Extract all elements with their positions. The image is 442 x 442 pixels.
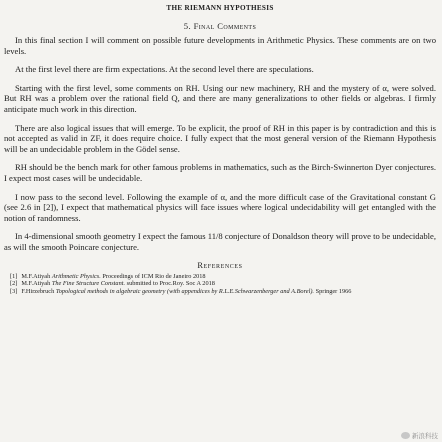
section-title: 5. Final Comments <box>183 21 257 31</box>
reference-list <box>4 273 436 296</box>
reference-number: [1] <box>10 272 18 280</box>
paragraph-2: At the first level there are firm expectations. At the second level there are speculations. <box>15 64 314 75</box>
reference-title: Arithmetic Physics. <box>51 272 101 280</box>
references-title: References <box>197 260 243 270</box>
paragraph-7: In 4-dimensional smooth geometry I expect the famous 11/8 conjecture of Donaldson theory will prove to be undecidable, as will the smooth Poincare conjecture. <box>4 231 436 252</box>
paragraph-6: I now pass to the second level. Following the example of α, and the more difficult case of the Gravitational constant G (see 2.6 in [2]), I expect that mathematical physics will face issues where logical undecidability will get entangled with the notion of randomness. <box>4 191 436 223</box>
reference-item <box>10 280 436 288</box>
reference-item <box>10 273 436 281</box>
paragraph-5: RH should be the bench mark for other famous problems in mathematics, such as the Birch-Swinnerton Dyer conjectures. I expect most cases will be undecidable. <box>4 162 436 183</box>
paragraph-3: Starting with the first level, some comments on RH. Using our new machinery, RH and the mystery of α, were solved. But RH was a problem over the rational field Q, and there are many generalizations to other fields or algebras. I firmly anticipate much work in this direction. <box>4 82 436 114</box>
reference-number: [2] <box>10 280 18 288</box>
weibo-logo-icon <box>401 432 410 439</box>
reference-body <box>21 273 436 281</box>
reference-author: M.F.Atiyah <box>21 272 52 280</box>
reference-item <box>10 288 436 296</box>
reference-publication: Proceedings of ICM Rio de Janeiro 2018 <box>100 272 206 280</box>
reference-publication: submitted to Proc.Roy. Soc A 2018 <box>125 280 215 288</box>
reference-title: The Fine Structure Constant. <box>51 280 126 288</box>
reference-title: Topological methods in algebraic geometry (with appendices by R.L.E.Schwarzenberger and A.Borel). <box>55 287 315 295</box>
reference-body <box>21 288 436 296</box>
reference-number: [3] <box>10 287 18 295</box>
running-head: THE RIEMANN HYPOTHESIS <box>166 4 274 12</box>
reference-publication: Springer 1966 <box>314 287 352 295</box>
watermark-text: 新浪科技 <box>412 433 438 440</box>
reference-author: M.F.Atiyah <box>21 280 52 288</box>
paragraph-4: There are also logical issues that will emerge. To be explicit, the proof of RH in this paper is by contradiction and this is not accepted as valid in ZF, it does require choice. I fully expect that the most general version of the Riemann Hypothesis will be an undecidable problem in the Gödel sense. <box>4 122 436 154</box>
watermark <box>401 431 438 440</box>
paragraph-1: In this final section I will comment on possible future developments in Arithmetic Physics. These comments are on two levels. <box>4 35 436 56</box>
reference-author: F.Hirzebruch <box>21 287 56 295</box>
reference-body <box>21 280 436 288</box>
